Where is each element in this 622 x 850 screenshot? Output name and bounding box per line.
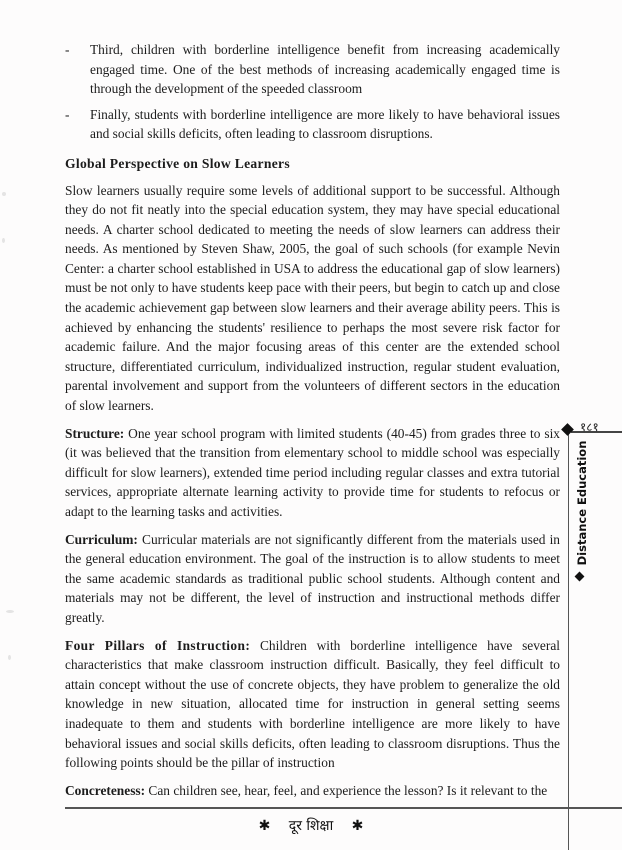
scan-artifact	[6, 610, 14, 613]
bullet-dash: -	[65, 42, 70, 57]
paragraph-text: Can children see, hear, feel, and experience the lesson? Is it relevant to the	[145, 782, 548, 798]
scan-artifact	[8, 655, 11, 660]
footer	[0, 816, 622, 835]
page-body	[65, 40, 560, 808]
footer-title: दूर शिक्षा	[288, 818, 334, 834]
paragraph-text: Children with borderline intelligence have several characteristics that make classroom instruction difficult. Basically, they feel difficult to attain concept without the use of concrete objects, they have problem to generalize the old knowledge in new situation, allocated time for instruction in general setting seems inadequate to them and students with borderline intelligence are more likely to have behavioral issues and social skills deficits, often leading to classroom disruptions. Thus the following points should be the pillar of instruction	[65, 637, 561, 771]
paragraph-label: Structure:	[65, 425, 125, 441]
star-icon: ✱	[258, 818, 271, 834]
star-icon: ✱	[351, 818, 364, 834]
paragraph-text: Curricular materials are not significantly different from the materials used in the general education environment. The goal of the instruction is to allow students to meet the same academic standards as traditional public school students. Although content and materials may not be different, the level of instruction and instructional methods differ greatly.	[65, 531, 560, 625]
paragraph-four-pillars	[65, 636, 560, 773]
diamond-icon	[561, 423, 574, 436]
bullet-dash: -	[65, 106, 70, 122]
diamond-icon	[575, 572, 585, 582]
paragraph-label: Concreteness:	[65, 782, 146, 798]
paragraph-label: Curriculum:	[65, 531, 138, 547]
bullet-text: Finally, students with borderline intelligence are more likely to have behavioral issues and social skills deficits, often leading to classroom disruptions.	[90, 106, 560, 141]
paragraph-text: One year school program with limited students (40-45) from grades three to six (it was believed that the transition from elementary school to middle school was especially difficult for slow learners), extended time period including regular classes and extra tutorial services, appropriate alternate learning activity to provide time for students to refocus or adapt to the learning tasks and activities.	[65, 425, 560, 519]
side-label	[573, 440, 591, 565]
side-label-text: Distance Education	[575, 440, 589, 565]
paragraph-concreteness	[65, 781, 560, 801]
footer-rule	[65, 807, 622, 809]
bullet-item	[65, 40, 560, 99]
margin-vertical-rule	[568, 432, 569, 850]
scan-artifact	[2, 192, 6, 196]
paragraph-structure	[65, 424, 560, 522]
paragraph-curriculum	[65, 530, 560, 628]
paragraph-label: Four Pillars of Instruction:	[65, 637, 251, 653]
intro-paragraph: Slow learners usually require some levels of additional support to be successful. Although they do not fit neatly into the special education system, they may have special educational needs. A charter school dedicated to meeting the needs of slow learners can address their needs. As mentioned by Steven Shaw, 2005, the goal of such schools (for example Nevin Center: a charter school established in USA to address the educational gap of slow learners) must be not only to have students keep pace with their peers, but begin to catch up and close the academic achievement gap between slow learners and their average ability peers. This is achieved by enhancing the students' resilience to perhaps the most severe risk factor for academic failure. And the major focusing areas of this center are the extended school structure, differentiated curriculum, individualized instruction, regular student evaluation, parental involvement and support from the volunteers of different sectors in the education of slow learners.	[65, 182, 560, 414]
scan-artifact	[2, 238, 5, 243]
bullet-text: Third, children with borderline intelligence benefit from increasing academically engaged time. One of the best methods of increasing academically engaged time is through the development of the speeded classroom	[90, 42, 560, 96]
bullet-item	[65, 105, 560, 144]
section-heading: Global Perspective on Slow Learners	[65, 155, 290, 171]
page-number: १८१	[580, 420, 599, 434]
